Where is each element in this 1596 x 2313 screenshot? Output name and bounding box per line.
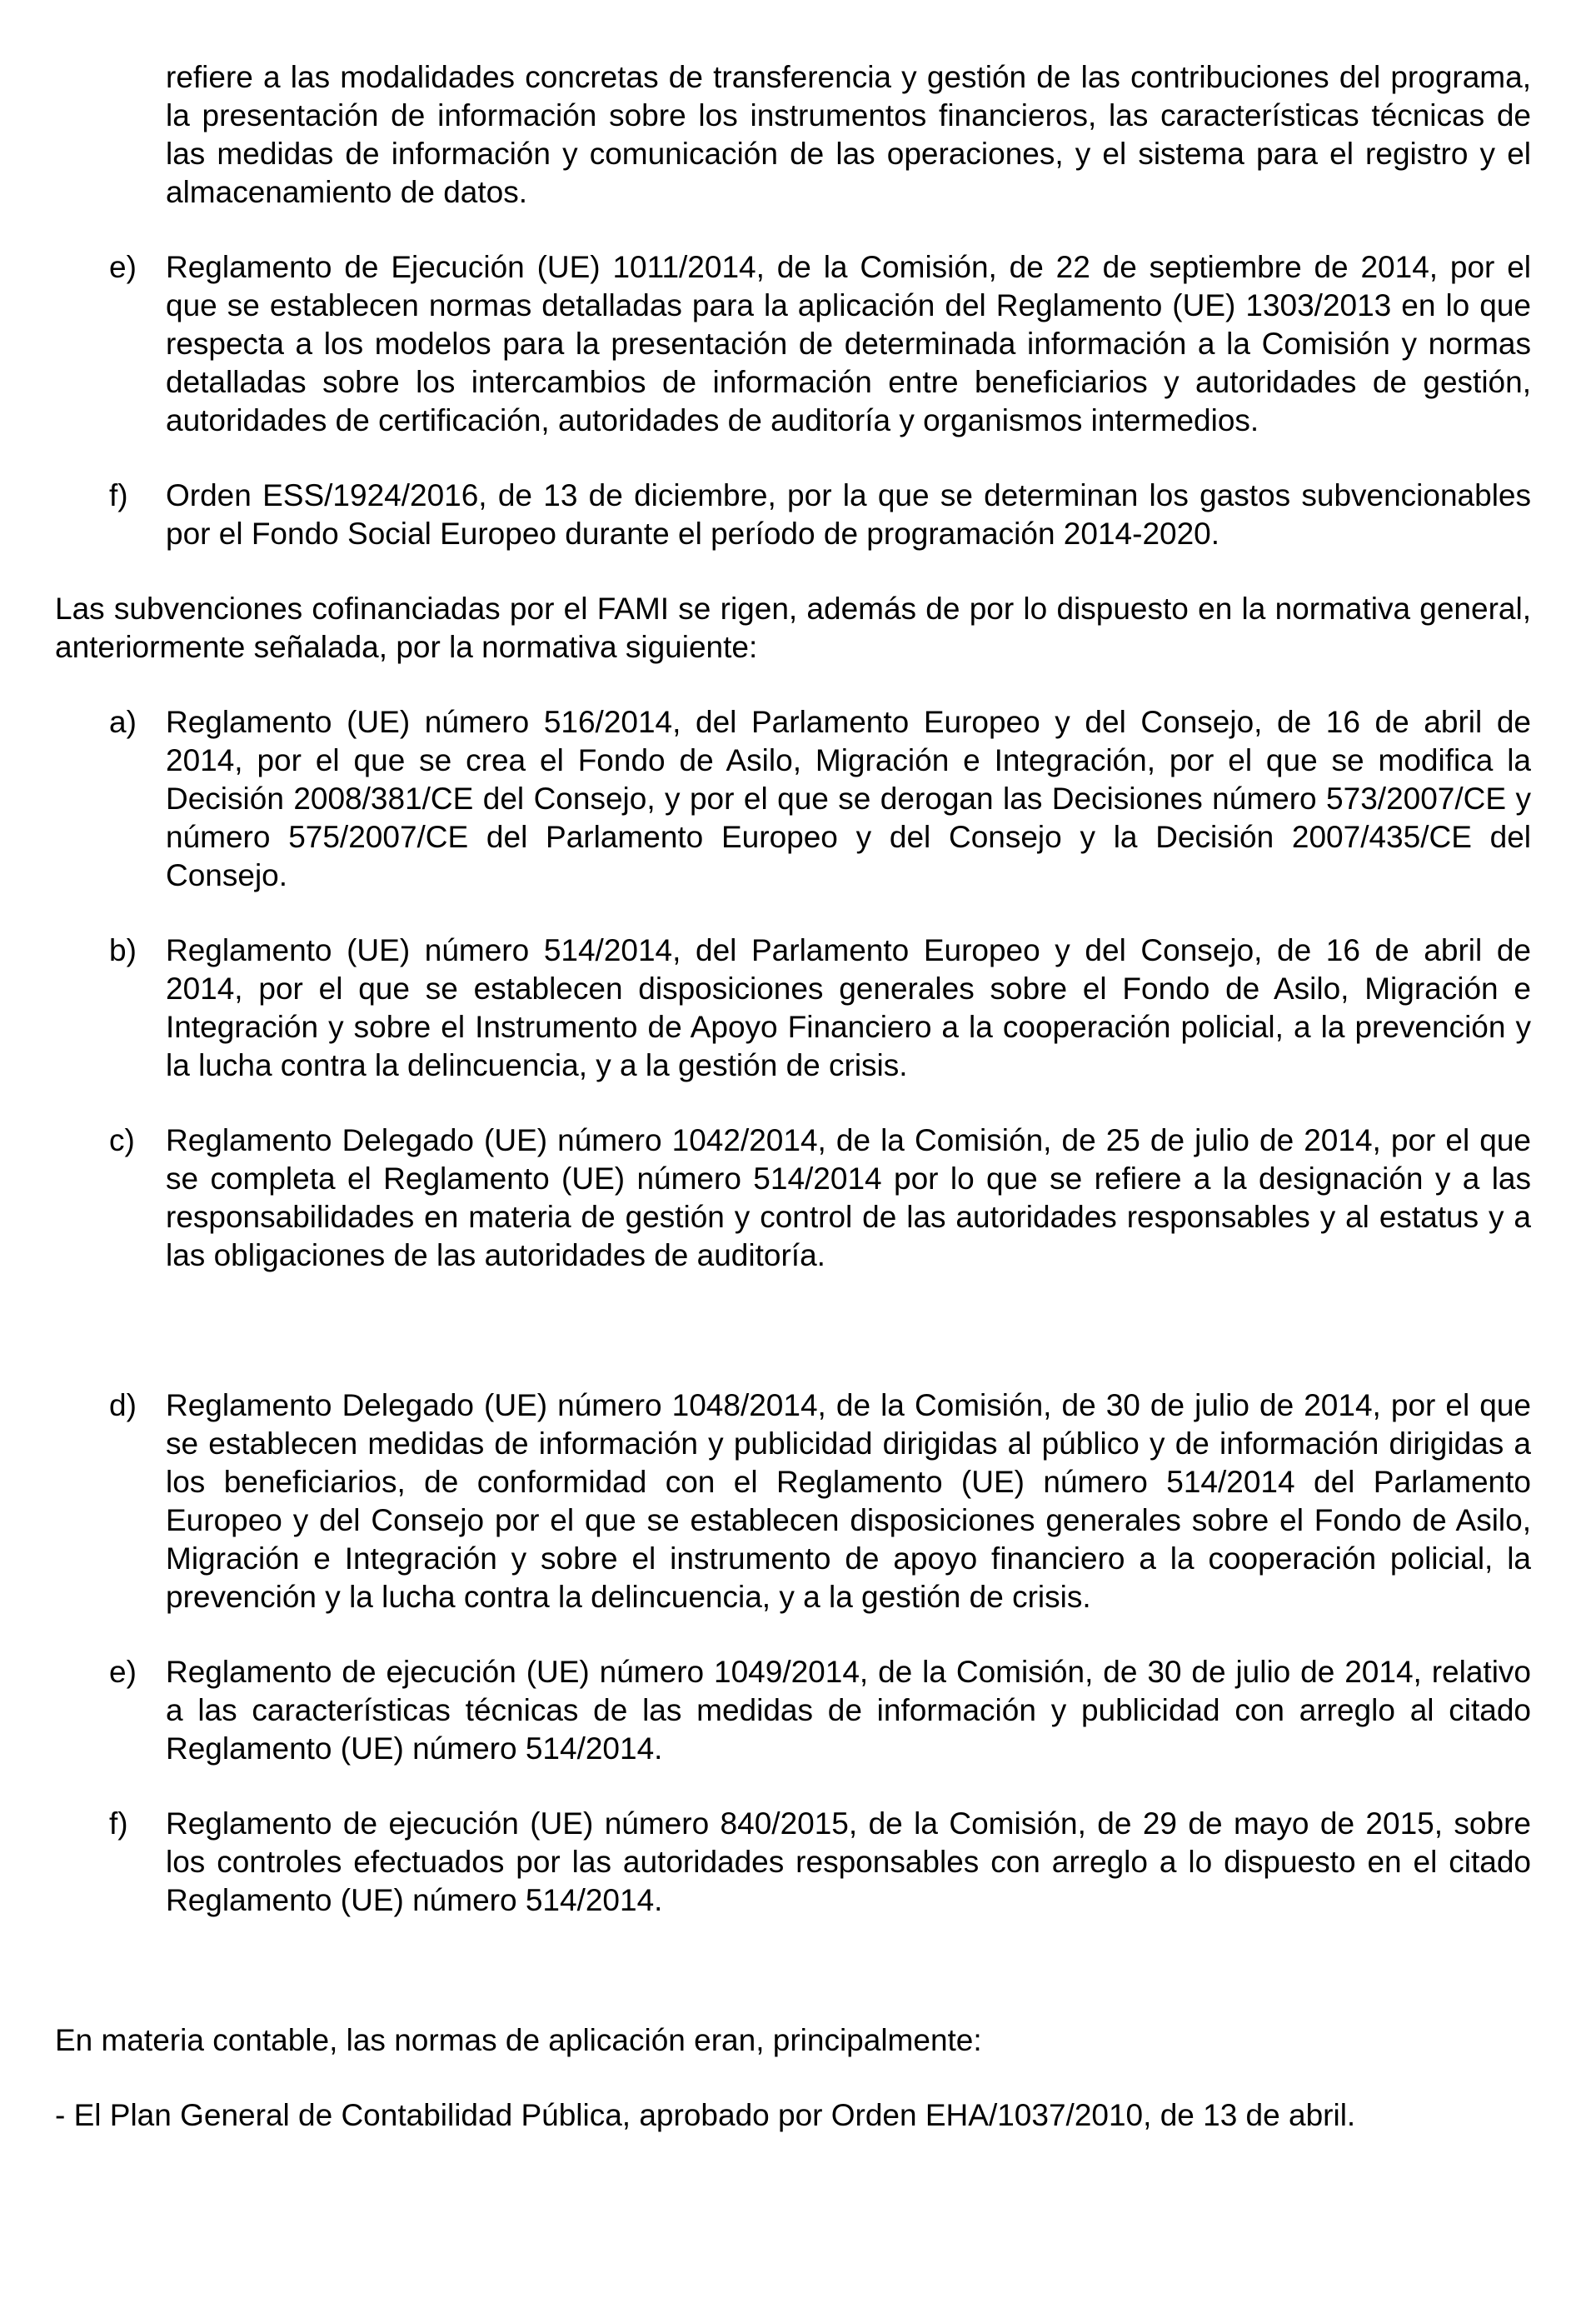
list-item [55, 932, 1531, 1085]
list-item-text: Orden ESS/1924/2016, de 13 de diciembre, por la que se determinan los gastos subvencionables por el Fondo Social Europeo durante el período de programación 2014-2020. [166, 478, 1531, 551]
list-marker: d) [109, 1388, 137, 1422]
contable-intro-paragraph: En materia contable, las normas de aplicación eran, principalmente: [55, 2023, 982, 2057]
list-item-text: Reglamento de ejecución (UE) número 1049/2014, de la Comisión, de 30 de julio de 2014, relativo a las características técnicas de las medidas de información y publicidad con arreglo al citado Reglamento (UE) número 514/2014. [166, 1655, 1531, 1766]
list-item-text: Reglamento Delegado (UE) número 1042/2014, de la Comisión, de 25 de julio de 2014, por el que se completa el Reglamento (UE) número 514/2014 por lo que se refiere a la designación y a las responsabilidades en materia de gestión y control de las autoridades responsables y al estatus y a las obligaciones de las autoridades de auditoría. [166, 1123, 1531, 1272]
list-marker: e) [109, 1655, 137, 1689]
list-item [55, 1653, 1531, 1768]
list-marker: b) [109, 933, 137, 967]
list-item [55, 1805, 1531, 1920]
blank-gap [55, 1956, 1531, 2021]
list-item [55, 1386, 1531, 1616]
contable-line: - El Plan General de Contabilidad Pública, aprobado por Orden EHA/1037/2010, de 13 de abril. [55, 2098, 1356, 2132]
list-marker: c) [109, 1123, 135, 1157]
list-item [55, 703, 1531, 895]
continued-paragraph: refiere a las modalidades concretas de transferencia y gestión de las contribuciones del programa, la presentación de información sobre los instrumentos financieros, las características técnicas de las medidas de información y comunicación de las operaciones, y el sistema para el registro y el almacenamiento de datos. [166, 60, 1531, 209]
list-item-text: Reglamento (UE) número 514/2014, del Parlamento Europeo y del Consejo, de 16 de abril de 2014, por el que se establecen disposiciones generales sobre el Fondo de Asilo, Migración e Integración y sobre el Instrumento de Apoyo Financiero a la cooperación policial, a la prevención y la lucha contra la delincuencia, y a la gestión de crisis. [166, 933, 1531, 1082]
list-item [55, 1122, 1531, 1275]
fami-intro-paragraph: Las subvenciones cofinanciadas por el FAMI se rigen, además de por lo dispuesto en la normativa general, anteriormente señalada, por la normativa siguiente: [55, 592, 1531, 664]
list-item [55, 477, 1531, 553]
list-item-text: Reglamento de Ejecución (UE) 1011/2014, de la Comisión, de 22 de septiembre de 2014, por el que se establecen normas detalladas para la aplicación del Reglamento (UE) 1303/2013 en lo que respecta a los modelos para la presentación de determinada información a la Comisión y normas detalladas sobre los intercambios de información entre beneficiarios y autoridades de gestión, autoridades de certificación, autoridades de auditoría y organismos intermedios. [166, 250, 1531, 437]
document-page [55, 58, 1531, 2171]
list-item [55, 248, 1531, 440]
list-marker: e) [109, 250, 137, 284]
list-item-text: Reglamento de ejecución (UE) número 840/2015, de la Comisión, de 29 de mayo de 2015, sobre los controles efectuados por las autoridades responsables con arreglo a lo dispuesto en el citado Reglamento (UE) número 514/2014. [166, 1806, 1531, 1917]
list-marker: f) [109, 478, 128, 512]
blank-gap [55, 1311, 1531, 1386]
list-item-text: Reglamento (UE) número 516/2014, del Parlamento Europeo y del Consejo, de 16 de abril de 2014, por el que se crea el Fondo de Asilo, Migración e Integración, por el que se modifica la Decisión 2008/381/CE del Consejo, y por el que se derogan las Decisiones número 573/2007/CE y número 575/2007/CE del Parlamento Europeo y del Consejo y la Decisión 2007/435/CE del Consejo. [166, 705, 1531, 892]
list-item-text: Reglamento Delegado (UE) número 1048/2014, de la Comisión, de 30 de julio de 2014, por el que se establecen medidas de información y publicidad dirigidas al público y de información dirigidas a los beneficiarios, de conformidad con el Reglamento (UE) número 514/2014 del Parlamento Europeo y del Consejo por el que se establecen disposiciones generales sobre el Fondo de Asilo, Migración e Integración y sobre el instrumento de apoyo financiero a la cooperación policial, la prevención y la lucha contra la delincuencia, y a la gestión de crisis. [166, 1388, 1531, 1614]
list-marker: a) [109, 705, 137, 739]
list-marker: f) [109, 1806, 128, 1841]
